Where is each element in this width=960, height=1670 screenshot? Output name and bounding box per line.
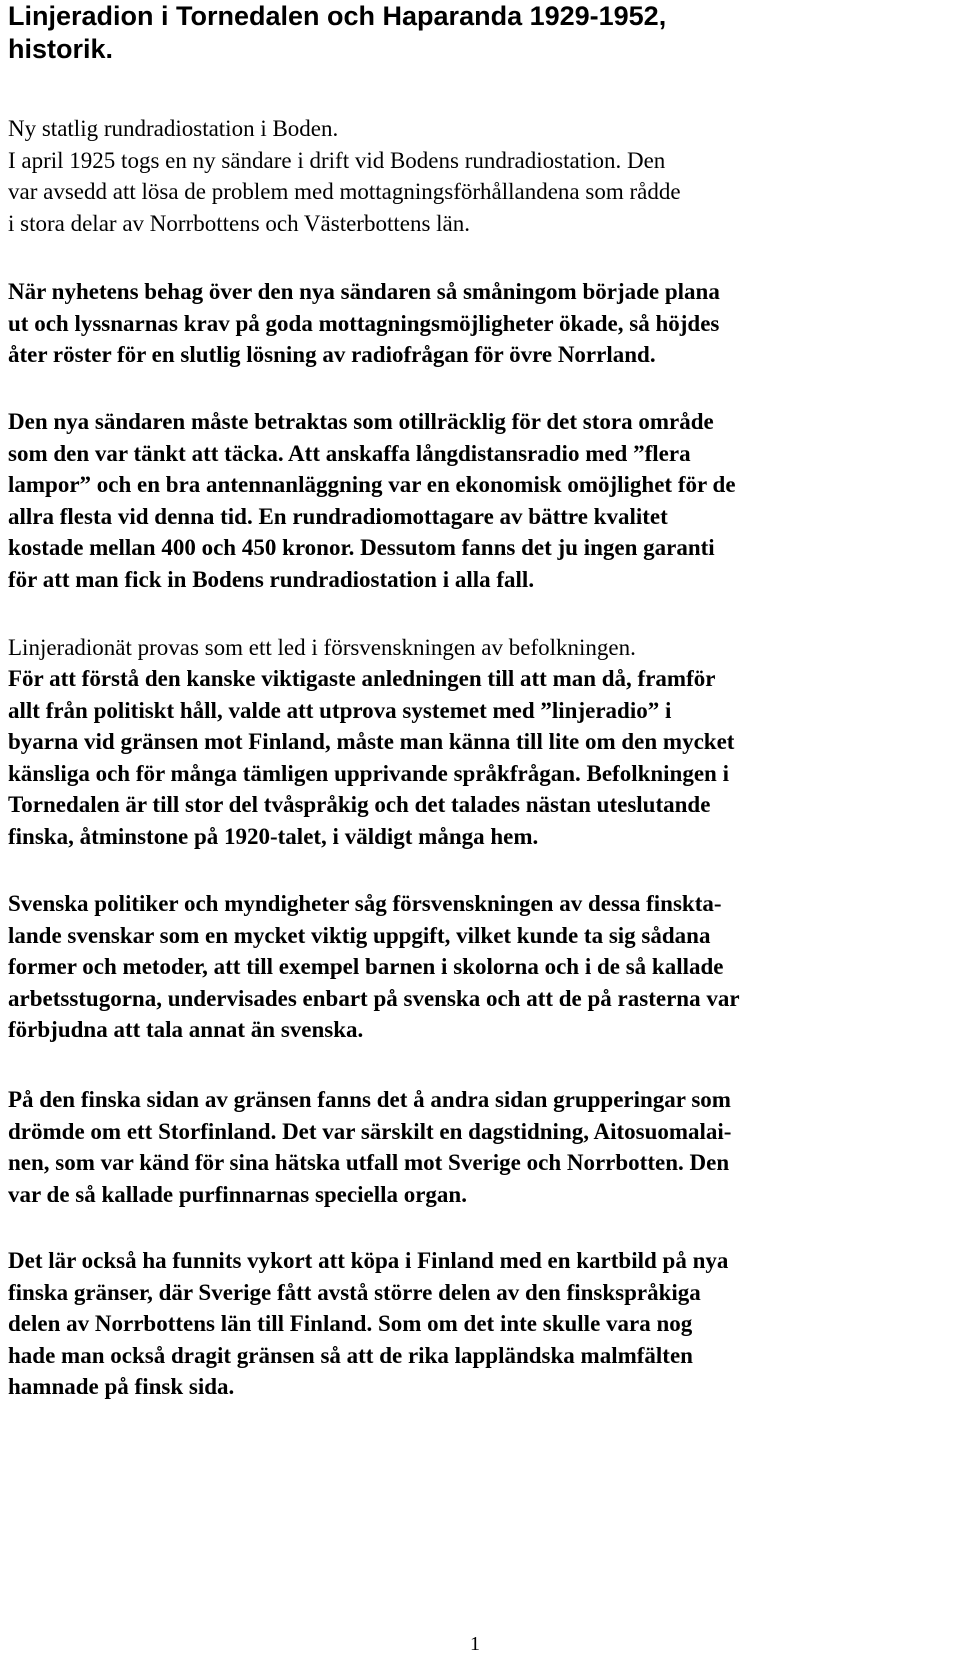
paragraph-subheading: [8, 632, 938, 664]
page-number: 1: [470, 1633, 480, 1655]
paragraph: [8, 1084, 938, 1210]
paragraph-line: finska, åtminstone på 1920-talet, i väldigt många hem.: [8, 823, 539, 849]
paragraph-line: allra flesta vid denna tid. En rundradiomottagare av bättre kvalitet: [8, 503, 668, 529]
paragraph-line: Den nya sändaren måste betraktas som otillräcklig för det stora område: [8, 409, 714, 434]
paragraph-line: i stora delar av Norrbottens och Västerbottens län.: [8, 210, 470, 236]
paragraph: [8, 276, 938, 371]
document-title: [8, 0, 908, 66]
paragraph-line: var avsedd att lösa de problem med mottagningsförhållandena som rådde: [8, 179, 681, 204]
paragraph-line: åter röster för en slutlig lösning av radiofrågan för övre Norrland.: [8, 342, 656, 367]
paragraph-line: Linjeradionät provas som ett led i försvenskningen av befolkningen.: [8, 635, 636, 660]
paragraph-line: allt från politiskt håll, valde att utprova systemet med ”linjeradio” i: [8, 697, 672, 723]
paragraph-line: arbetsstugorna, undervisades enbart på svenska och att de på rasterna var: [8, 985, 740, 1011]
paragraph-line: kostade mellan 400 och 450 kronor. Dessutom fanns det ju ingen garanti: [8, 535, 715, 560]
paragraph-line: finska gränser, där Sverige fått avstå större delen av den finskspråkiga: [8, 1279, 701, 1305]
paragraph-line: För att förstå den kanske viktigaste anledningen till att man då, framför: [8, 666, 716, 691]
paragraph-line: hade man också dragit gränsen så att de rika lappländska malmfälten: [8, 1342, 693, 1368]
paragraph: [8, 1245, 938, 1403]
paragraph: [8, 663, 938, 852]
paragraph-line: När nyhetens behag över den nya sändaren så småningom började plana: [8, 279, 720, 304]
paragraph: [8, 888, 938, 1046]
paragraph-line: förbjudna att tala annat än svenska.: [8, 1017, 364, 1042]
title-line: historik.: [8, 34, 114, 64]
paragraph-line: Det lär också ha funnits vykort att köpa i Finland med en kartbild på nya: [8, 1248, 729, 1273]
paragraph-line: På den finska sidan av gränsen fanns det å andra sidan grupperingar som: [8, 1087, 731, 1112]
paragraph-line: hamnade på finsk sida.: [8, 1374, 235, 1399]
paragraph-line: Ny statlig rundradiostation i Boden.: [8, 116, 339, 141]
paragraph-line: som den var tänkt att täcka. Att anskaffa långdistansradio med ”flera: [8, 440, 691, 466]
paragraph-line: nen, som var känd för sina hätska utfall mot Sverige och Norrbotten. Den: [8, 1150, 730, 1175]
paragraph-line: lampor” och en bra antennanläggning var en ekonomisk omöjlighet för de: [8, 472, 736, 497]
paragraph-line: Tornedalen är till stor del tvåspråkig och det talades nästan uteslutande: [8, 792, 711, 817]
paragraph-line: ut och lyssnarnas krav på goda mottagningsmöjligheter ökade, så höjdes: [8, 310, 720, 336]
paragraph-line: drömde om ett Storfinland. Det var särskilt en dagstidning, Aitosuomalai-: [8, 1118, 732, 1144]
paragraph-line: former och metoder, att till exempel barnen i skolorna och i de så kallade: [8, 954, 724, 979]
paragraph-line: känsliga och för många tämligen upprivande språkfrågan. Befolkningen i: [8, 760, 729, 786]
paragraph-line: lande svenskar som en mycket viktig uppgift, vilket kunde ta sig sådana: [8, 922, 711, 948]
paragraph-intro: [8, 113, 938, 239]
paragraph-line: byarna vid gränsen mot Finland, måste man känna till lite om den mycket: [8, 729, 735, 754]
paragraph-line: Svenska politiker och myndigheter såg försvenskningen av dessa finskta-: [8, 891, 722, 916]
paragraph-line: var de så kallade purfinnarnas speciella organ.: [8, 1181, 467, 1207]
paragraph-line: I april 1925 togs en ny sändare i drift vid Bodens rundradiostation. Den: [8, 147, 666, 173]
title-line: Linjeradion i Tornedalen och Haparanda 1929-1952,: [8, 1, 667, 31]
paragraph-line: för att man fick in Bodens rundradiostation i alla fall.: [8, 566, 535, 592]
paragraph: [8, 406, 938, 595]
paragraph-line: delen av Norrbottens län till Finland. Som om det inte skulle vara nog: [8, 1311, 693, 1336]
